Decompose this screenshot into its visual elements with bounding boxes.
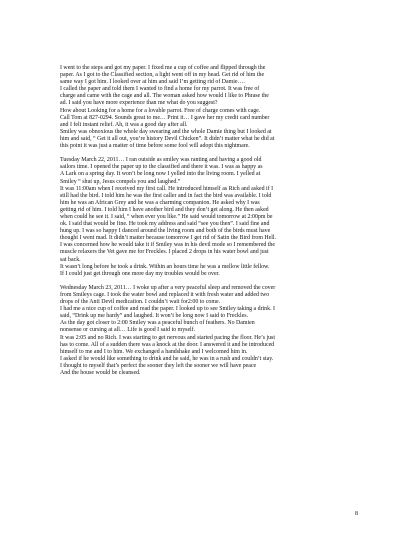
paragraph-spacer bbox=[60, 278, 366, 285]
text-line: Smiley “ shut up, Jesus compels you and laughed.” bbox=[60, 178, 181, 185]
text-line: muscle relaxers the Vet gave me for Freckles. I placed 2 drops in his water bowl and just bbox=[60, 249, 269, 256]
text-line: A Lark on a spring day. It won’t be long now I yelled into the living room. I yelled at bbox=[60, 171, 261, 178]
text-line: Tuesday March 22, 2011… I ran outside as smiley was ranting and having a good old bbox=[60, 157, 262, 164]
paragraph-spacer bbox=[60, 150, 366, 157]
text-line: I called the paper and told them I wanted to find a home for my parrot. It was free of bbox=[60, 86, 260, 93]
text-line: Smiley was obnoxious the whole day swearing and the whole Damie thing but I looked at bbox=[60, 128, 272, 135]
text-line: charge and came with the cage and all. The woman asked how would I like to Phrase the bbox=[60, 93, 269, 100]
text-line: and I felt instant relief. Ah, it was a good day after all. bbox=[60, 121, 188, 128]
text-line: getting rid of him. I told him I have another bird and they don’t get along. He then asked bbox=[60, 206, 269, 213]
text-line: It was 2:05 and no Rich. I was starting to get nervous and started pacing the floor. He’s just bbox=[60, 334, 275, 341]
text-line: him he was an African Grey and he was a charming companion. He asked why I was bbox=[60, 199, 260, 206]
text-line: sat back. bbox=[60, 256, 81, 263]
text-line: said, “Drink up me hardy” and laughed. It won’t be long now I said to Freckles. bbox=[60, 313, 249, 320]
page-body-text bbox=[60, 65, 366, 377]
text-line: still had the bird. I told him he was the first caller and in fact the bird was available. I told bbox=[60, 192, 272, 199]
text-line: sailors time. I opened the paper up to the classified and there it was. I was as happy as bbox=[60, 164, 263, 171]
text-line: As the day got closer to 2:00 Smiley was a peaceful bunch of feathers. No Damien bbox=[60, 320, 255, 327]
paragraph-3 bbox=[60, 285, 366, 377]
text-line: this point it was just a matter of time before some fool will adopt this nightmare. bbox=[60, 143, 250, 150]
page-number: 8 bbox=[355, 511, 358, 517]
text-line: ad. I said you have more experience than me what do you suggest? bbox=[60, 100, 218, 107]
text-line: paper. As I got to the Classified section, a light went off in my head. Get rid of him the bbox=[60, 72, 265, 79]
text-line: I was concerned how he would take it if Smiley was in his devil mode so I remembered the bbox=[60, 242, 275, 249]
text-line: I asked if he would like something to drink and he said, he was in a rush and couldn’t stay. bbox=[60, 355, 274, 362]
text-line: drops of the Anti Devil medication. I couldn’t wait for2:00 to come. bbox=[60, 299, 221, 306]
text-line: Call Tom at 827-0294. Sounds great to me… Print it… I gave her my credit card number bbox=[60, 114, 270, 121]
text-line: him and said, “ Get it all out, you’re history Devil Chicken”. It didn’t matter what he did at bbox=[60, 135, 275, 142]
text-line: has to come. All of a sudden there was a knock at the door. I answered it and he introduced bbox=[60, 341, 275, 348]
paragraph-1 bbox=[60, 65, 366, 150]
text-line: It wasn’t long before he took a drink. Within an hours time he was a mellow little fellow. bbox=[60, 263, 270, 270]
text-line: I had me a nice cup of coffee and read the paper. I looked up to see Smiley taking a drink. I bbox=[60, 306, 275, 313]
text-line: from Smileys cage. I took the water bowl and replaced it with fresh water and added two bbox=[60, 292, 270, 298]
text-line: I went to the steps and got my paper. I fixed me a cup of coffee and flipped through the bbox=[60, 65, 266, 71]
text-line: hung up. I was so happy I danced around the living room and both of the birds must have bbox=[60, 228, 271, 235]
paragraph-2 bbox=[60, 157, 366, 278]
text-line: himself to me and I to him. We exchanged a handshake and I welcomed him in. bbox=[60, 348, 248, 355]
text-line: Wednesday March 23, 2011… I woke up after a very peaceful sleep and removed the cover bbox=[60, 284, 276, 291]
text-line: nonsense or cursing at all… Life is good I said to myself. bbox=[60, 327, 196, 334]
text-line: ok. I said that would be fine. He took my address and said “see you then”. I said fine and bbox=[60, 221, 270, 228]
text-line: It was 11:00am when I received my first call. He introduced himself as Rich and asked if I bbox=[60, 185, 274, 192]
text-line: thought I went mad. It didn’t matter because tomorrow I get rid of Satin the Bird from Hell. bbox=[60, 235, 276, 242]
text-line: when could he see it. I said, “ when ever you like.” He said would tomorrow at 2:00pm be bbox=[60, 213, 273, 220]
text-line: same way I got him. I looked over at him and said I’m getting rid of Damie…. bbox=[60, 79, 245, 86]
text-line: I thought to myself that’s perfect the sooner they left the sooner we will have peace bbox=[60, 362, 257, 369]
text-line: And the house would be cleansed. bbox=[60, 370, 141, 377]
text-line: If I could just get through one more day my troubles would be over. bbox=[60, 270, 220, 277]
text-line: How about Looking for a home for a lovable parrot. Free of charge comes with cage. bbox=[60, 107, 261, 114]
